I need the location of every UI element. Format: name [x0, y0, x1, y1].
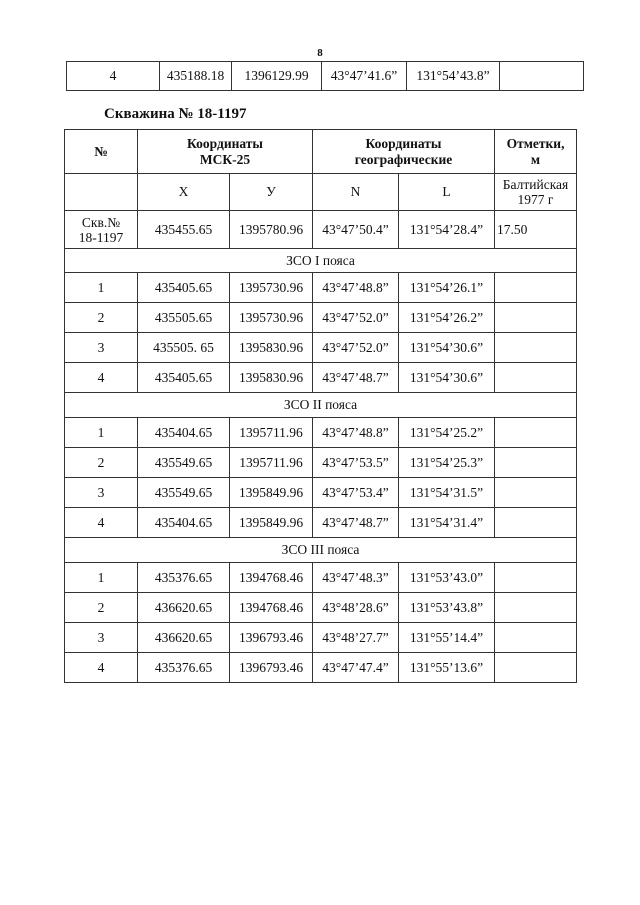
cell-mark	[495, 653, 577, 683]
page-number: 8	[317, 47, 323, 59]
cell-y: 1394768.46	[230, 563, 313, 593]
cell-x: 435404.65	[138, 418, 230, 448]
cell-mark	[495, 448, 577, 478]
cell-l: 131°54’25.2”	[399, 418, 495, 448]
cell-l: 131°53’43.0”	[399, 563, 495, 593]
cell-y: 1396129.99	[232, 62, 322, 91]
well-name	[65, 211, 138, 249]
cell-x: 435549.65	[138, 478, 230, 508]
well-n: 43°47’50.4”	[313, 211, 399, 249]
header-geo-line2: географические	[354, 151, 453, 167]
cell-x: 436620.65	[138, 623, 230, 653]
header-geo-line1: Координаты	[365, 135, 442, 151]
well-name-line1: Скв.№	[81, 214, 121, 230]
cell-l: 131°54’31.4”	[399, 508, 495, 538]
table-row	[65, 563, 577, 593]
cell-mark	[495, 418, 577, 448]
well-mark: 17.50	[495, 211, 577, 249]
zone-header-row	[65, 538, 577, 563]
table-row	[65, 478, 577, 508]
cell-n: 43°47’48.8”	[313, 273, 399, 303]
cell-number: 2	[65, 593, 138, 623]
table-row	[65, 593, 577, 623]
cell-mark	[500, 62, 584, 91]
cell-n: 43°48’28.6”	[313, 593, 399, 623]
cell-x: 435376.65	[138, 653, 230, 683]
coordinates-table	[64, 129, 577, 683]
zone-header-row	[65, 393, 577, 418]
cell-n: 43°47’52.0”	[313, 303, 399, 333]
cell-n: 43°47’52.0”	[313, 333, 399, 363]
subheader-y: У	[230, 174, 313, 211]
header-row	[65, 130, 577, 174]
cell-n: 43°47’53.4”	[313, 478, 399, 508]
cell-n: 43°47’48.8”	[313, 418, 399, 448]
well-row	[65, 211, 577, 249]
cell-number: 3	[65, 333, 138, 363]
table-row	[65, 508, 577, 538]
cell-number: 1	[65, 563, 138, 593]
cell-l: 131°54’30.6”	[399, 333, 495, 363]
cell-l: 131°54’30.6”	[399, 363, 495, 393]
cell-x: 435376.65	[138, 563, 230, 593]
table-row	[65, 363, 577, 393]
cell-number: 3	[65, 623, 138, 653]
cell-number: 4	[67, 62, 160, 91]
previous-table-fragment	[66, 61, 584, 91]
cell-l: 131°55’13.6”	[399, 653, 495, 683]
header-number: №	[65, 130, 138, 174]
cell-mark	[495, 273, 577, 303]
cell-l: 131°54’25.3”	[399, 448, 495, 478]
cell-l: 131°55’14.4”	[399, 623, 495, 653]
well-name-line2: 18-1197	[78, 229, 124, 245]
cell-y: 1395730.96	[230, 273, 313, 303]
cell-x: 435505. 65	[138, 333, 230, 363]
cell-x: 435188.18	[160, 62, 232, 91]
well-title: Скважина № 18-1197	[104, 106, 247, 122]
cell-mark	[495, 593, 577, 623]
cell-number: 2	[65, 448, 138, 478]
header-marks	[495, 130, 577, 174]
cell-n: 43°47’48.7”	[313, 363, 399, 393]
cell-mark	[495, 333, 577, 363]
cell-n: 43°47’48.7”	[313, 508, 399, 538]
cell-n: 43°47’41.6”	[322, 62, 407, 91]
subheader-datum	[495, 174, 577, 211]
cell-mark	[495, 623, 577, 653]
cell-x: 435404.65	[138, 508, 230, 538]
table-row	[65, 333, 577, 363]
header-msk-line2: МСК-25	[199, 151, 251, 167]
header-msk-line1: Координаты	[187, 135, 263, 151]
cell-y: 1395849.96	[230, 508, 313, 538]
cell-number: 1	[65, 273, 138, 303]
cell-x: 435505.65	[138, 303, 230, 333]
table-row	[67, 62, 584, 91]
cell-l: 131°54’26.1”	[399, 273, 495, 303]
cell-x: 435405.65	[138, 273, 230, 303]
header-marks-line1: Отметки,	[506, 135, 565, 151]
table-row	[65, 448, 577, 478]
table-row	[65, 418, 577, 448]
cell-mark	[495, 508, 577, 538]
cell-l: 131°54’26.2”	[399, 303, 495, 333]
cell-mark	[495, 363, 577, 393]
cell-x: 436620.65	[138, 593, 230, 623]
cell-y: 1395711.96	[230, 448, 313, 478]
cell-mark	[495, 563, 577, 593]
subheader-row	[65, 174, 577, 211]
cell-number: 1	[65, 418, 138, 448]
table-row	[65, 653, 577, 683]
zone-header-row	[65, 249, 577, 273]
cell-y: 1395711.96	[230, 418, 313, 448]
zone-title: ЗСО II пояса	[65, 393, 577, 418]
subheader-n: N	[313, 174, 399, 211]
well-x: 435455.65	[138, 211, 230, 249]
cell-y: 1395830.96	[230, 363, 313, 393]
cell-n: 43°47’48.3”	[313, 563, 399, 593]
cell-l: 131°54’31.5”	[399, 478, 495, 508]
table-row	[65, 273, 577, 303]
cell-y: 1395730.96	[230, 303, 313, 333]
header-msk	[138, 130, 313, 174]
header-marks-line2: м	[530, 151, 541, 167]
subheader-x: X	[138, 174, 230, 211]
cell-y: 1396793.46	[230, 623, 313, 653]
cell-y: 1396793.46	[230, 653, 313, 683]
cell-mark	[495, 303, 577, 333]
zone-title: ЗСО III пояса	[65, 538, 577, 563]
cell-y: 1395830.96	[230, 333, 313, 363]
cell-n: 43°47’47.4”	[313, 653, 399, 683]
table-row	[65, 303, 577, 333]
cell-x: 435549.65	[138, 448, 230, 478]
well-l: 131°54’28.4”	[399, 211, 495, 249]
header-geo	[313, 130, 495, 174]
cell-number: 4	[65, 653, 138, 683]
cell-y: 1394768.46	[230, 593, 313, 623]
table-row	[65, 623, 577, 653]
cell-n: 43°48’27.7”	[313, 623, 399, 653]
subheader-empty	[65, 174, 138, 211]
cell-number: 4	[65, 363, 138, 393]
zone-title: ЗСО I пояса	[65, 249, 577, 273]
cell-number: 3	[65, 478, 138, 508]
cell-x: 435405.65	[138, 363, 230, 393]
cell-l: 131°54’43.8”	[407, 62, 500, 91]
cell-mark	[495, 478, 577, 508]
cell-number: 4	[65, 508, 138, 538]
subheader-datum-line2: 1977 г	[517, 192, 554, 207]
subheader-l: L	[399, 174, 495, 211]
subheader-datum-line1: Балтийская	[502, 177, 569, 192]
cell-n: 43°47’53.5”	[313, 448, 399, 478]
well-y: 1395780.96	[230, 211, 313, 249]
cell-number: 2	[65, 303, 138, 333]
cell-y: 1395849.96	[230, 478, 313, 508]
cell-l: 131°53’43.8”	[399, 593, 495, 623]
